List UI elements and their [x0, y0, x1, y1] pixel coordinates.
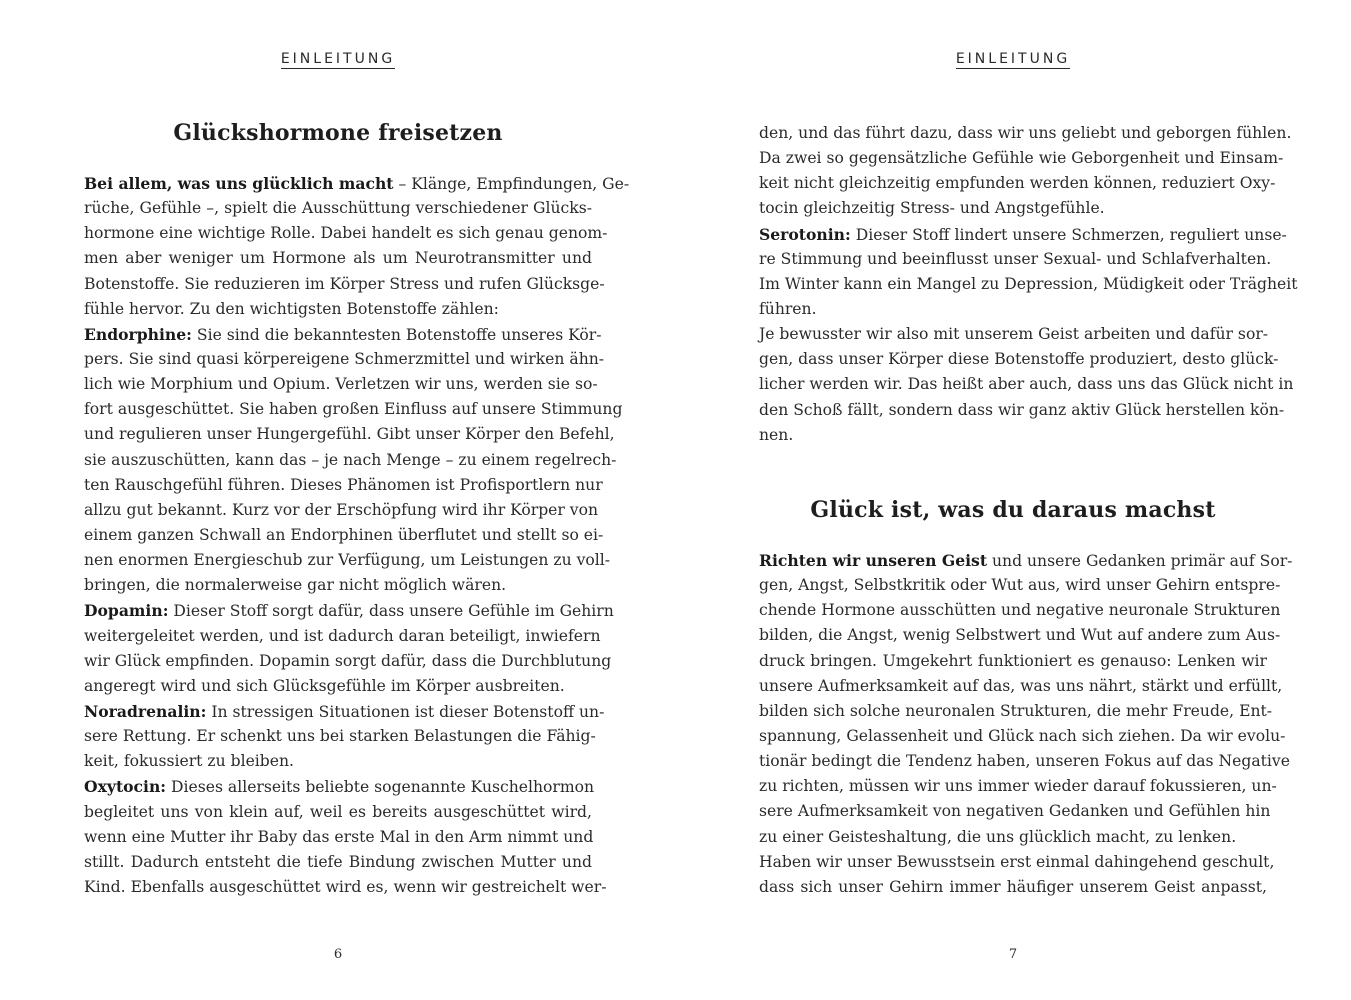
text-line — [759, 121, 1292, 146]
text-line — [84, 875, 607, 900]
line-text: In stressigen Situationen ist dieser Botenstoff un- — [206, 702, 605, 721]
line-text: zu richten, müssen wir uns immer wieder darauf fokussieren, un- — [759, 777, 1277, 796]
line-text: chende Hormone ausschütten und negative neuronale Strukturen — [759, 601, 1281, 620]
text-line — [759, 347, 1279, 372]
text-line — [759, 423, 1267, 448]
line-text: weitergeleitet werden, und ist dadurch daran beteiligt, inwiefern — [84, 626, 601, 645]
line-text: bringen, die normalerweise gar nicht möglich wären. — [84, 576, 507, 595]
line-text: nen enormen Energieschub zur Verfügung, um Leistungen zu voll- — [84, 551, 611, 570]
bold-lead-in: Richten wir unseren Geist — [759, 551, 988, 570]
text-line — [759, 222, 1287, 247]
text-line — [759, 146, 1284, 171]
text-line — [759, 699, 1273, 724]
text-line — [84, 724, 596, 749]
section-title-glueck-ist: Glück ist, was du daraus machst — [810, 497, 1216, 523]
line-text: Da zwei so gegensätzliche Gefühle wie Geborgenheit und Einsam- — [759, 149, 1284, 168]
line-text: Sie sind die bekanntesten Botenstoffe unseres Kör- — [191, 325, 602, 344]
line-text: einem ganzen Schwall an Endorphinen überflutet und stellt so ei- — [84, 525, 604, 544]
line-text: und unsere Gedanken primär auf Sor- — [987, 552, 1293, 570]
text-line — [759, 171, 1276, 196]
line-text: tocin gleichzeitig Stress- und Angstgefühle. — [759, 199, 1105, 218]
text-line — [759, 674, 1283, 699]
text-line — [84, 774, 595, 799]
body-text-left — [84, 171, 630, 900]
text-line — [759, 774, 1277, 799]
text-line — [84, 548, 611, 573]
text-line — [759, 799, 1271, 824]
body-text-right-bottom — [759, 548, 1293, 900]
line-text: lich wie Morphium und Opium. Verletzen wir uns, werden sie so- — [84, 375, 598, 394]
left-page — [84, 0, 630, 1000]
page-number-right: 7 — [1008, 947, 1018, 962]
line-text: druck bringen. Umgekehrt funktioniert es genauso: Lenken wir — [759, 651, 1267, 670]
line-text: rüche, Gefühle –, spielt die Ausschüttung verschiedener Glücks- — [84, 199, 592, 218]
line-text: Dieser Stoff lindert unsere Schmerzen, reguliert unse- — [850, 225, 1287, 244]
text-line — [84, 246, 592, 271]
line-text: licher werden wir. Das heißt aber auch, dass uns das Glück nicht in — [759, 375, 1294, 394]
text-line — [84, 171, 630, 196]
line-text: den Schoß fällt, sondern dass wir ganz aktiv Glück herstellen kön- — [759, 400, 1285, 419]
text-line — [759, 573, 1281, 598]
text-line — [759, 724, 1286, 749]
line-text: sere Rettung. Er schenkt uns bei starken Belastungen die Fähig- — [84, 727, 596, 746]
line-text: hormone eine wichtige Rolle. Dabei handelt es sich genau genom- — [84, 224, 608, 243]
line-text: Botenstoffe. Sie reduzieren im Körper Stress und rufen Glücksge- — [84, 274, 605, 293]
line-text: tionär bedingt die Tendenz haben, unseren Fokus auf das Negative — [759, 752, 1290, 771]
text-line — [84, 397, 623, 422]
line-text: Je bewusster wir also mit unserem Geist arbeiten und dafür sor- — [759, 325, 1269, 344]
line-text: men aber weniger um Hormone als um Neurotransmitter und — [84, 249, 592, 268]
text-line — [759, 548, 1293, 573]
text-line — [759, 875, 1267, 900]
line-text: keit nicht gleichzeitig empfunden werden können, reduziert Oxy- — [759, 174, 1276, 193]
line-text: spannung, Gelassenheit und Glück nach sich ziehen. Da wir evolu- — [759, 726, 1286, 745]
line-text: angeregt wird und sich Glücksgefühle im Körper ausbreiten. — [84, 676, 565, 695]
page-number-left: 6 — [333, 947, 343, 962]
line-text: Haben wir unser Bewusstsein erst einmal dahingehend geschult, — [759, 852, 1275, 871]
bold-lead-in: Bei allem, was uns glücklich macht — [84, 174, 394, 193]
text-line — [759, 649, 1267, 674]
line-text: wir Glück empfinden. Dopamin sorgt dafür, dass die Durchblutung — [84, 651, 612, 670]
text-line — [84, 699, 605, 724]
text-line — [84, 674, 592, 699]
running-head-left — [84, 51, 592, 69]
line-text: den, und das führt dazu, dass wir uns geliebt und geborgen fühlen. — [759, 124, 1292, 142]
text-line — [84, 322, 602, 347]
text-line — [84, 624, 601, 649]
line-text: führen. — [759, 299, 817, 318]
line-text: fühle hervor. Zu den wichtigsten Botenstoffe zählen: — [84, 299, 499, 318]
text-line — [84, 749, 592, 774]
bold-lead-in: Serotonin: — [759, 224, 851, 244]
line-text: re Stimmung und beeinflusst unser Sexual- und Schlafverhalten. — [759, 249, 1272, 268]
line-text: ten Rauschgefühl führen. Dieses Phänomen ist Profisportlern nur — [84, 475, 603, 494]
text-line — [84, 347, 605, 372]
running-head-text: EINLEITUNG — [955, 51, 1071, 67]
text-line — [759, 825, 1267, 850]
text-line — [84, 297, 592, 322]
text-line — [759, 749, 1290, 774]
line-text: stillt. Dadurch entsteht die tiefe Bindung zwischen Mutter und — [84, 852, 592, 871]
text-line — [84, 800, 592, 825]
text-line — [84, 649, 612, 674]
text-line — [759, 372, 1294, 397]
bold-lead-in: Oxytocin: — [84, 777, 167, 797]
text-line — [759, 322, 1267, 347]
line-text: keit, fokussiert zu bleiben. — [84, 752, 295, 771]
text-line — [759, 297, 1267, 322]
text-line — [84, 573, 592, 598]
line-text: Dieser Stoff sorgt dafür, dass unsere Gefühle im Gehirn — [168, 602, 614, 621]
line-text: bilden, die Angst, wenig Selbstwert und Wut auf andere zum Aus- — [759, 626, 1281, 645]
line-text: dass sich unser Gehirn immer häufiger unserem Geist anpasst, — [759, 877, 1267, 896]
text-line — [84, 221, 608, 246]
section-title-glueckshormone: Glückshormone freisetzen — [173, 120, 503, 146]
text-line — [759, 598, 1281, 623]
text-line — [759, 398, 1285, 423]
body-text-right-top — [759, 121, 1298, 448]
bold-lead-in: Endorphine: — [84, 324, 192, 344]
line-text: gen, dass unser Körper diese Botenstoffe produziert, desto glück- — [759, 350, 1279, 369]
text-line — [84, 196, 592, 221]
line-text: – Klänge, Empfindungen, Ge- — [393, 175, 630, 193]
line-text: pers. Sie sind quasi körpereigene Schmerzmittel und wirken ähn- — [84, 349, 605, 368]
text-line — [84, 372, 598, 397]
line-text: sie auszuschütten, kann das – je nach Menge – zu einem regelrech- — [84, 450, 617, 469]
line-text: Im Winter kann ein Mangel zu Depression, Müdigkeit oder Trägheit — [759, 274, 1298, 293]
text-line — [84, 850, 592, 875]
text-line — [759, 196, 1267, 221]
line-text: wenn eine Mutter ihr Baby das erste Mal in den Arm nimmt und — [84, 827, 594, 846]
line-text: unsere Aufmerksamkeit auf das, was uns nährt, stärkt und erfüllt, — [759, 676, 1283, 695]
line-text: Kind. Ebenfalls ausgeschüttet wird es, wenn wir gestreichelt wer- — [84, 877, 607, 896]
line-text: gen, Angst, Selbstkritik oder Wut aus, wird unser Gehirn entspre- — [759, 576, 1281, 595]
text-line — [759, 272, 1298, 297]
line-text: nen. — [759, 425, 794, 444]
line-text: fort ausgeschüttet. Sie haben großen Einfluss auf unsere Stimmung — [84, 400, 623, 419]
text-line — [84, 272, 605, 297]
line-text: zu einer Geisteshaltung, die uns glücklich macht, zu lenken. — [759, 827, 1237, 846]
running-head-text: EINLEITUNG — [280, 51, 396, 67]
bold-lead-in: Noradrenalin: — [84, 701, 207, 721]
text-line — [84, 498, 599, 523]
text-line — [759, 623, 1281, 648]
text-line — [759, 850, 1275, 875]
text-line — [759, 247, 1272, 272]
bold-lead-in: Dopamin: — [84, 601, 169, 621]
text-line — [84, 598, 614, 623]
text-line — [84, 448, 617, 473]
text-line — [84, 523, 604, 548]
line-text: Dieses allerseits beliebte sogenannte Kuschelhormon — [166, 778, 595, 797]
line-text: und regulieren unser Hungergefühl. Gibt unser Körper den Befehl, — [84, 425, 615, 444]
line-text: begleitet uns von klein auf, weil es bereits ausgeschüttet wird, — [84, 802, 592, 821]
line-text: allzu gut bekannt. Kurz vor der Erschöpfung wird ihr Körper von — [84, 500, 599, 519]
running-head-right — [759, 51, 1267, 69]
line-text: bilden sich solche neuronalen Strukturen, die mehr Freude, Ent- — [759, 701, 1273, 720]
text-line — [84, 825, 592, 850]
text-line — [84, 422, 615, 447]
right-page — [759, 0, 1298, 1000]
line-text: sere Aufmerksamkeit von negativen Gedanken und Gefühlen hin — [759, 802, 1271, 821]
text-line — [84, 473, 603, 498]
